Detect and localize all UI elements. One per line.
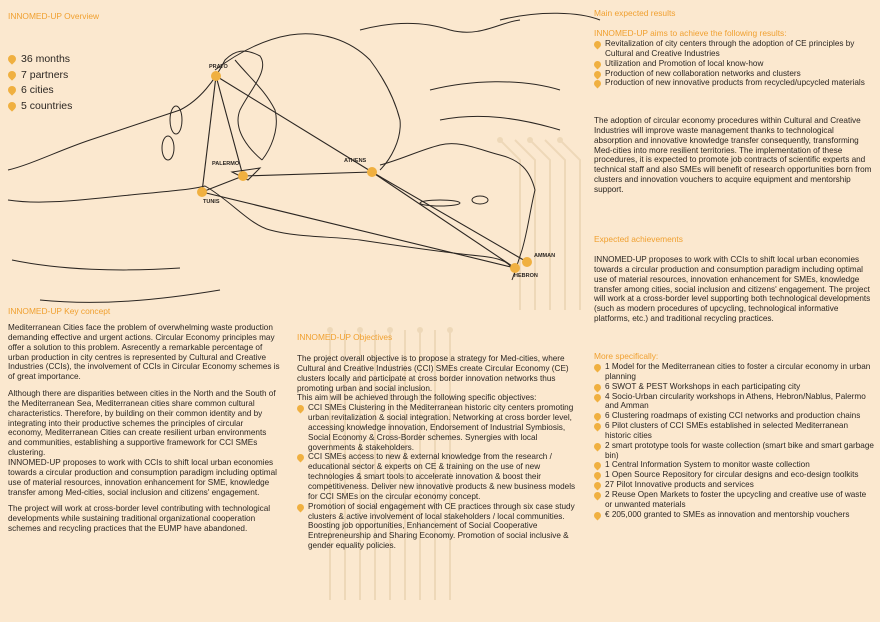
aims-title: INNOMED-UP aims to achieve the following results: [594, 28, 787, 38]
key-concept-paragraph: INNOMED-UP proposes to work with CCIs to shift local urban economies towards a circular production and consumption paradigm including optimal use of material resources, innovation enhancement for SME, knowledge transfer among Med-cities, social inclusion and citizens' engagement. [8, 457, 277, 497]
pin-icon [593, 491, 603, 501]
achievements-text: INNOMED-UP proposes to work with CCIs to shift local urban economies towards a circular production and consumption paradigm including optimal use of material resources, innovation enhancement for SMEs, knowledge transfer among cities, social inclusion and citizens' engagement. The project will work at a cross-border level supporting both technological developments (such as modern procedures of upcycling, technological informative platforms, etc.) and traditional recycling practices. [594, 255, 871, 324]
pin-icon [593, 422, 603, 432]
list-item: Production of new collaboration networks and clusters [594, 69, 874, 79]
city-label-athens: ATHENS [344, 158, 367, 164]
pin-icon [593, 510, 603, 520]
objectives-body [297, 354, 583, 551]
pin-icon [296, 404, 306, 414]
objectives-intro: The project overall objective is to propose a strategy for Med-cities, where Cultural and Creative Industries (CCI) SMEs create Circular Economy (CE) clusters locally and participate at cross border innovation networks thus promoting urban and social inclusion. [297, 354, 569, 393]
stat-item: 6 cities [8, 84, 72, 97]
specific-list [594, 362, 874, 520]
pin-icon [296, 502, 306, 512]
results-paragraph: The adoption of circular economy procedures within Cultural and Creative Industries will improve waste management thanks to technological absorption and innovative knowledge transfer consequently, transforming Med-cities into more resilient territories. The implementation of these procedures, it is expected to promote job contracts of scientific experts and technical staff and also SMEs will benefit of research opportunities born from clusters and innovation vouchers to acquire equipment and mentorship support. [594, 116, 872, 194]
list-item: 2 smart prototype tools for waste collection (smart bike and smart garbage bin) [594, 441, 874, 461]
city-label-hebron: HEBRON [514, 273, 538, 279]
overview-stats [8, 53, 72, 115]
list-item: CCI SMEs Clustering in the Mediterranean historic city centers promoting urban revitalization & social integration. Networking at cross border level, accessing knowledge innovation, Endorsement of Industrial Symbiosis, Social Economy & Cross-Border schemes. Synergies with local governments & stakeholders. [297, 403, 583, 452]
achievements-title: Expected achievements [594, 234, 683, 244]
pin-icon [593, 441, 603, 451]
list-item: 2 Reuse Open Markets to foster the upcycling and creative use of waste or unwanted materials [594, 490, 874, 510]
list-item: Production of new innovative products from recycled/upcycled materials [594, 78, 874, 88]
key-concept-paragraph: The project will work at cross-border level contributing with technological developments while sustaining traditional organizational cooperation schemes and recycling practices that the EUMP have abandoned. [8, 504, 271, 534]
city-label-palermo: PALERMO [212, 161, 240, 167]
pin-icon [593, 40, 603, 50]
list-item: 1 Model for the Mediterranean cities to foster a circular economy in urban planning [594, 362, 874, 382]
route-lines [202, 76, 527, 268]
list-item: CCI SMEs access to new & external knowledge from the research / educational sector & experts on CE & training on the use of new technologies & smart tools to accelerate innovation & boost their competitiveness. Deliver new innovative products & new business models for CCI SMEs on the circular economy concept. [297, 452, 583, 501]
list-item: 4 Socio-Urban circularity workshops in Athens, Hebron/Nablus, Palermo and Amman [594, 392, 874, 412]
key-concept-body [8, 323, 280, 541]
objectives-title: INNOMED-UP Objectives [297, 332, 393, 342]
list-item: 6 Pilot clusters of CCI SMEs established in selected Mediterranean historic cities [594, 421, 874, 441]
specific-title: More specifically: [594, 351, 659, 361]
pin-icon [593, 363, 603, 373]
list-item: Revitalization of city centers through the adoption of CE principles by Cultural and Creative Industries [594, 39, 874, 59]
stat-item: 36 months [8, 53, 72, 66]
pin-icon [6, 100, 17, 111]
key-concept-title: INNOMED-UP Key concept [8, 306, 111, 316]
aims-list [594, 39, 874, 88]
city-label-tunis: TUNIS [203, 199, 220, 205]
key-concept-paragraph: Mediterranean Cities face the problem of overwhelming waste production demanding effective and urgent actions. Circular Economy principles may offer a solution to this problem. Asrecently a remarkable percentage of urban production in city centres is represented by Cultural and Creative Industries (CCIs), the involvement of CCIs in Circular Economy schemes is of great importance. [8, 323, 280, 382]
pin-icon [6, 54, 17, 65]
list-item: Promotion of social engagement with CE practices through six case study clusters & active involvement of local stakeholders / local communities. Boosting job opportunities, Enhancement of Social Cooperative Entrepreneurship and Sharing Economy. Promotion of social inclusive & gender equality policies. [297, 502, 583, 551]
objectives-list [297, 403, 583, 551]
key-concept-paragraph: Although there are disparities between cities in the North and the South of the Mediterranean Sea, Mediterranean cities share common cultural characteristics. Therefore, by building on their common identity and by integrating into their productive schemes the principles of circular economy, Mediterranean Cities can create resilient urban environments and communities, establishing a supportive framework for CCI SMEs clustering. [8, 389, 276, 458]
pin-icon [6, 69, 17, 80]
city-label-amman: AMMAN [534, 253, 556, 259]
mediterranean-map [8, 13, 600, 302]
list-item: Utilization and Promotion of local know-how [594, 59, 874, 69]
overview-title: INNOMED-UP Overview [8, 11, 100, 21]
stat-item: 7 partners [8, 69, 72, 82]
list-item: € 205,000 granted to SMEs as innovation and mentorship vouchers [594, 510, 874, 520]
pin-icon [593, 392, 603, 402]
list-item: 1 Open Source Repository for circular designs and eco-design toolkits [594, 470, 874, 480]
list-item: 27 Pilot Innovative products and services [594, 480, 874, 490]
stat-item: 5 countries [8, 100, 72, 113]
list-item: 6 Clustering roadmaps of existing CCI networks and production chains [594, 411, 874, 421]
list-item: 6 SWOT & PEST Workshops in each participating city [594, 382, 874, 392]
pin-icon [593, 79, 603, 89]
pin-icon [6, 85, 17, 96]
city-label-prato: PRATO [209, 64, 228, 70]
list-item: 1 Central Information System to monitor waste collection [594, 460, 874, 470]
objectives-lead: This aim will be achieved through the following specific objectives: [297, 393, 537, 403]
results-title: Main expected results [594, 8, 676, 18]
pin-icon [296, 453, 306, 463]
